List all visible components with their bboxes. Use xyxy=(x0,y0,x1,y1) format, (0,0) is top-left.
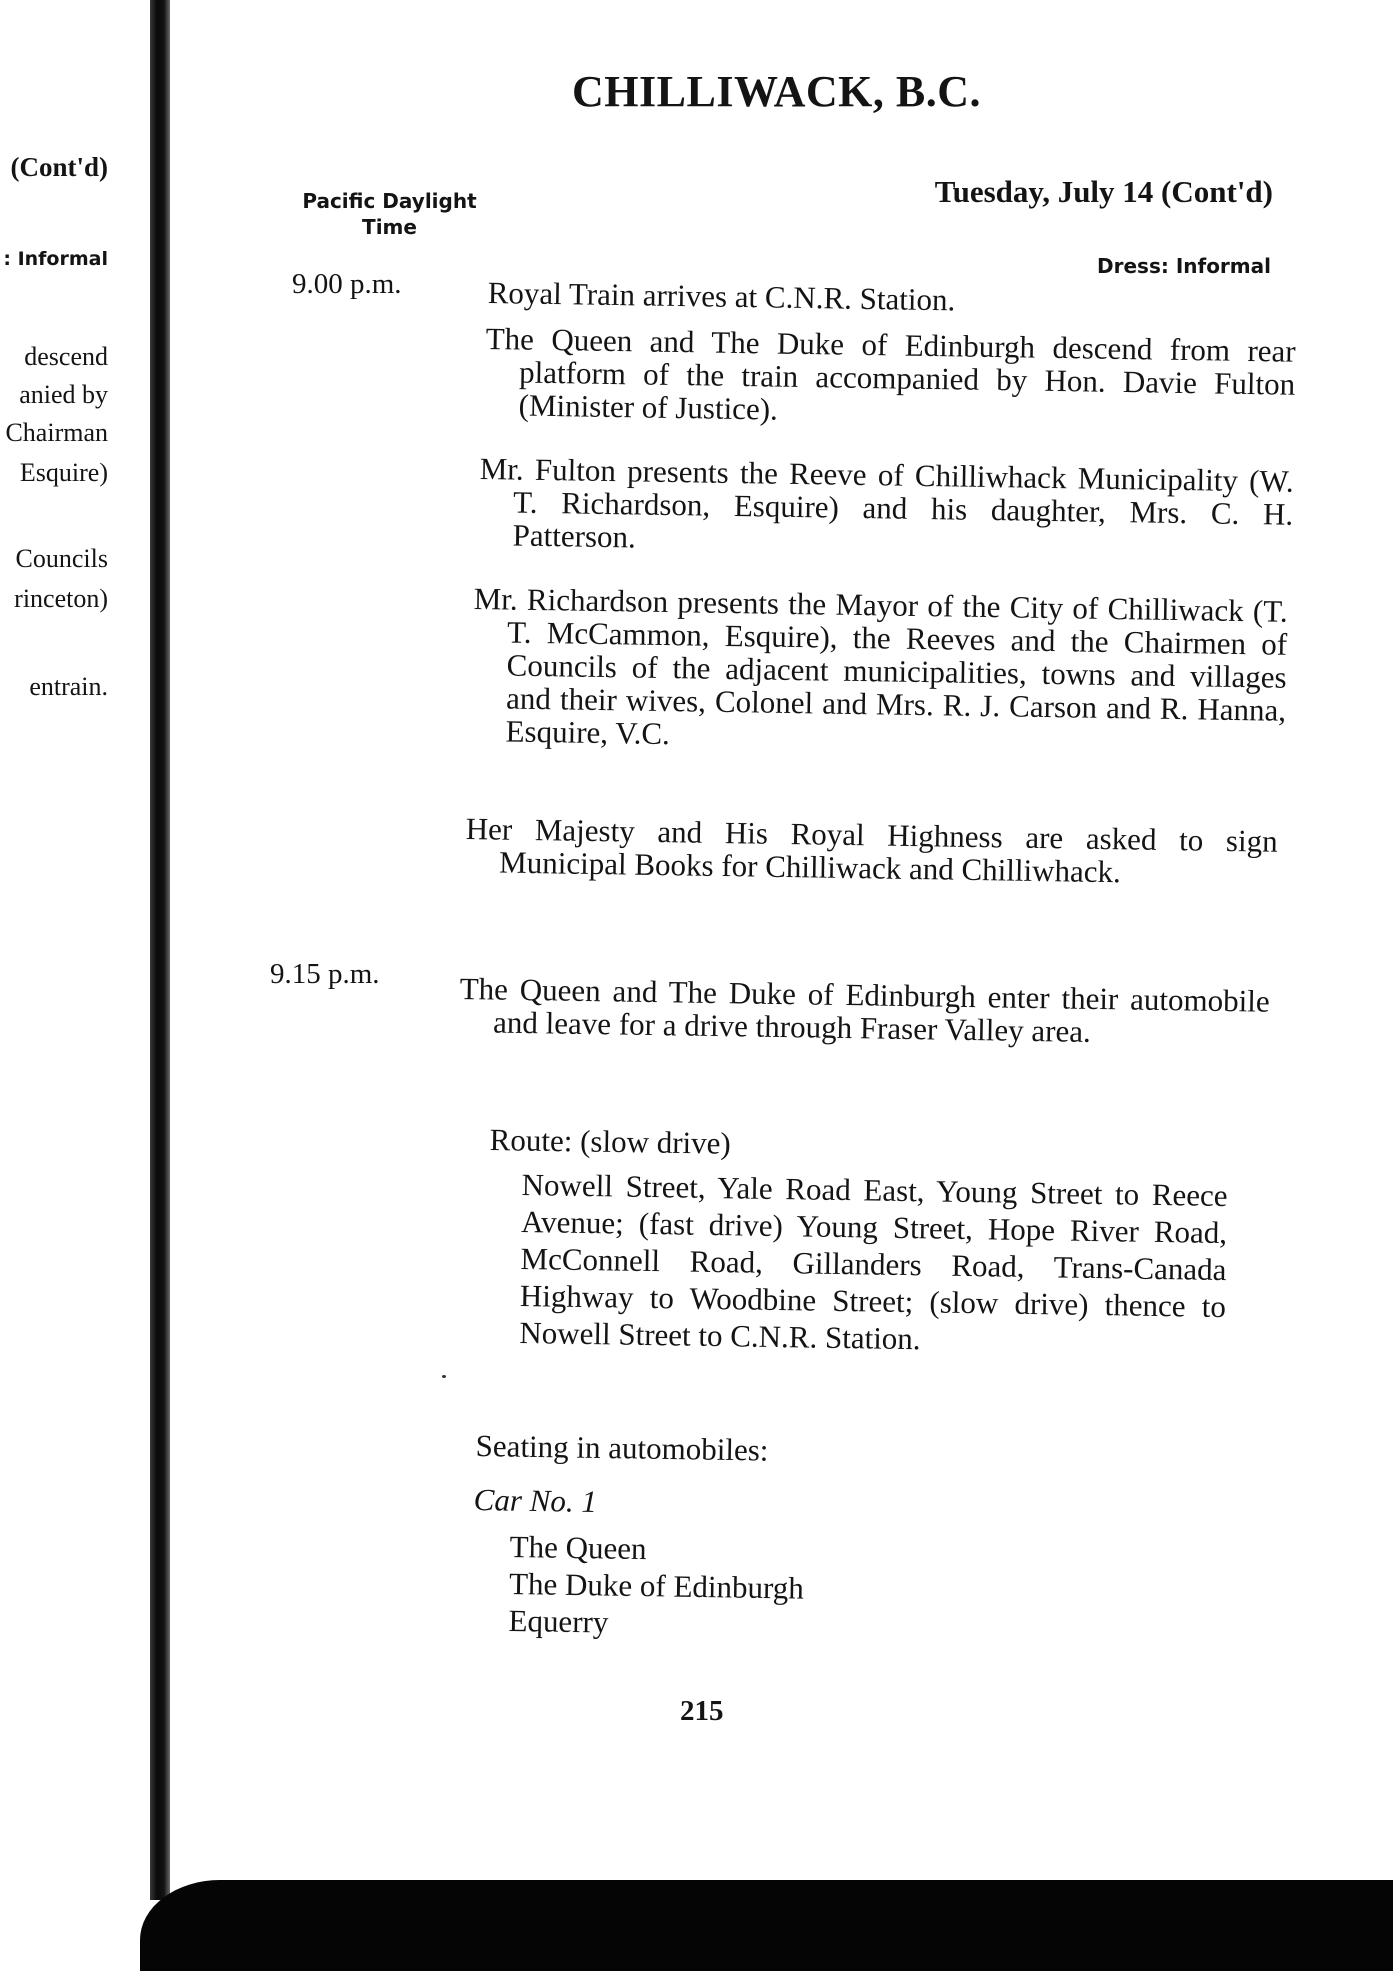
time-heading-line: Time xyxy=(362,215,417,239)
entry-paragraph: The Queen and The Duke of Edinburgh descend from rear platform of the train accompanied by Hon. Davie Fulton (Minister of Justice). xyxy=(485,321,1296,427)
book-spine-shadow xyxy=(150,0,170,1900)
entry-paragraph: Mr. Richardson presents the Mayor of the City of Chilliwack (T. T. McCammon, Esquire), the Reeves and the Chairmen of Councils of the adjacent municipalities, towns and villages and their wives, Colonel and Mrs. R. J. Carson and R. Hanna, Esquire, V.C. xyxy=(473,581,1288,752)
seating-heading: Seating in automobiles: xyxy=(475,1428,769,1468)
stray-mark xyxy=(442,1375,446,1378)
dress-code: Dress: Informal xyxy=(1097,254,1271,278)
left-page-line: descend xyxy=(24,342,108,371)
time-heading-line: Pacific Daylight xyxy=(302,189,477,213)
book-bottom-edge xyxy=(140,1880,1393,1971)
page-number: 215 xyxy=(680,1695,724,1727)
left-page-fragment xyxy=(0,0,150,1971)
entry-time: 9.00 p.m. xyxy=(292,268,402,300)
occupant: The Queen xyxy=(509,1528,647,1567)
route-description: Nowell Street, Yale Road East, Young Street to Reece Avenue; (fast drive) Young Street, Hope River Road, McConnell Road, Gillanders Road, Trans-Canada Highway to Woodbine Street; (slow drive) thence to Nowell Street to C.N.R. Station. xyxy=(519,1166,1228,1357)
entry-paragraph: The Queen and The Duke of Edinburgh enter their automobile and leave for a drive through Fraser Valley area. xyxy=(459,971,1270,1049)
left-page-line: Chairman xyxy=(5,418,108,447)
left-page-line: rinceton) xyxy=(14,584,108,613)
entry-paragraph: Her Majesty and His Royal Highness are asked to sign Municipal Books for Chilliwack and Chilliwhack. xyxy=(465,811,1278,890)
entry-paragraph: Royal Train arrives at C.N.R. Station. xyxy=(487,275,956,318)
date-heading: Tuesday, July 14 (Cont'd) xyxy=(934,174,1273,209)
left-page-line: Councils xyxy=(15,544,108,573)
left-page-line: entrain. xyxy=(29,672,108,701)
car-label: Car No. 1 xyxy=(473,1482,598,1519)
page-title: CHILLIWACK, B.C. xyxy=(572,67,981,116)
route-heading: Route: (slow drive) xyxy=(489,1122,732,1161)
left-page-line: : Informal xyxy=(3,248,108,270)
entry-time: 9.15 p.m. xyxy=(270,958,380,990)
occupant: The Duke of Edinburgh xyxy=(508,1565,805,1606)
occupant: Equerry xyxy=(508,1602,609,1640)
car-occupants xyxy=(508,1528,804,1644)
left-page-line: anied by xyxy=(19,380,108,409)
entry-paragraph: Mr. Fulton presents the Reeve of Chilliwhack Municipality (W. T. Richardson, Esquire) and his daughter, Mrs. C. H. Patterson. xyxy=(479,451,1294,555)
left-page-line: Esquire) xyxy=(19,458,108,487)
left-page-line: (Cont'd) xyxy=(10,152,108,182)
time-column-heading xyxy=(282,188,497,240)
